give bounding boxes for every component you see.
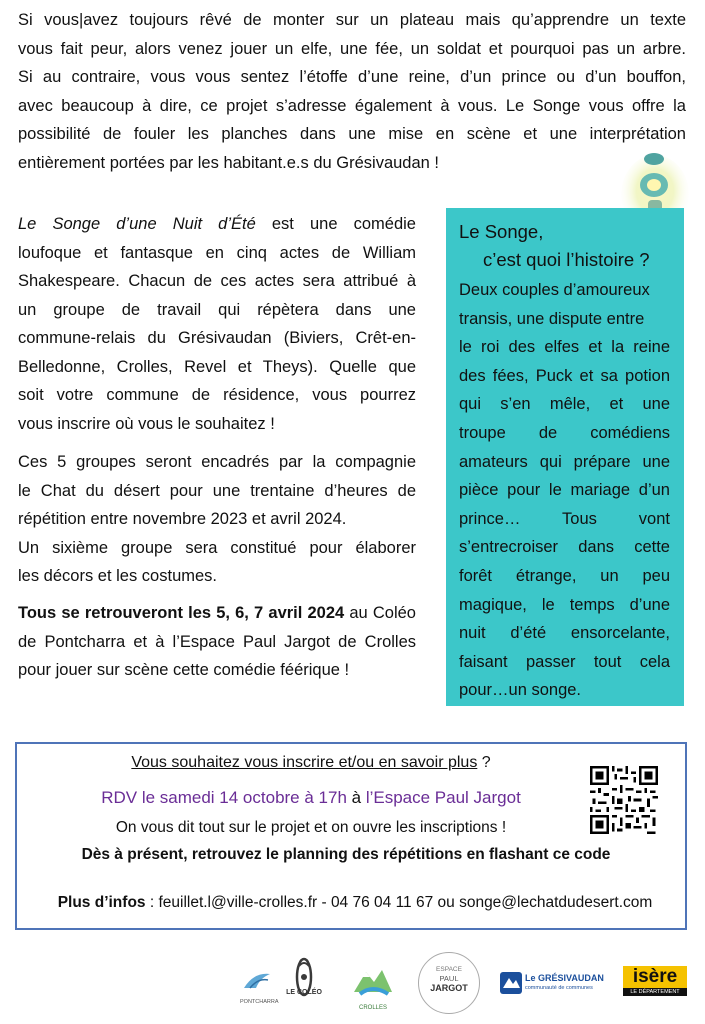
sidebar-line: qui s’en mêle, et une	[459, 395, 670, 414]
coleo-label: LE COLÉO	[286, 989, 322, 996]
dates-line-1	[18, 599, 416, 628]
description-paragraph	[18, 210, 416, 438]
performance-dates: Tous se retrouveront les 5, 6, 7 avril 2024	[18, 604, 345, 622]
sidebar-line: prince… Tous vont	[459, 509, 670, 528]
sidebar-line: amateurs qui prépare une	[459, 452, 670, 471]
play-title: Le Songe d’une Nuit d’Été	[18, 215, 256, 233]
description-line-1	[18, 210, 416, 239]
sidebar-line: s’entrecroiser dans cette	[459, 538, 670, 557]
intro-line: vous fait peur, alors venez jouer un elfe, une fée, un soldat et pourquoi pas un arbre.	[18, 39, 686, 58]
espace-label-1: ESPACE	[436, 966, 462, 973]
question-mark: ?	[477, 754, 491, 771]
pontcharra-icon	[240, 968, 276, 994]
crolles-label: CROLLES	[358, 1005, 387, 1011]
groups-paragraph	[18, 448, 416, 591]
intro-paragraph	[18, 6, 686, 177]
sidebar-line: forêt étrange, un peu	[459, 566, 670, 585]
sidebar-line: pièce pour le mariage d’un	[459, 481, 670, 500]
description-line: loufoque et fantasque en cinq actes de William	[18, 243, 416, 262]
groups-line: Ces 5 groupes seront encadrés par la compagnie	[18, 453, 416, 471]
meeting-place: l’Espace Paul Jargot	[365, 788, 521, 807]
contact-line	[21, 894, 689, 912]
isere-label: isère	[623, 966, 687, 988]
intro-line: possibilité de fouler les planches dans une mise en scène et une interprétation	[18, 125, 686, 143]
description-line: Belledonne, Crolles, Revel et Theys). Quelle que	[18, 357, 416, 376]
groups-line: les décors et les costumes.	[18, 567, 217, 585]
sidebar-line: troupe de comédiens	[459, 423, 670, 442]
sidebar-line: des fées, Puck et sa potion	[459, 366, 670, 385]
registration-question	[0, 754, 645, 772]
dates-line: pour jouer sur scène cette comédie féérique !	[18, 661, 350, 679]
sidebar-line: Deux couples d’amoureux	[459, 281, 650, 299]
isere-sub: LE DÉPARTEMENT	[623, 988, 687, 996]
qr-code[interactable]	[590, 766, 658, 834]
meeting-line	[0, 788, 645, 808]
sidebar-title	[459, 218, 670, 274]
dates-text: au Coléo	[344, 604, 416, 622]
description-text: est une comédie	[255, 215, 416, 233]
contact-details: : feuillet.l@ville-crolles.fr - 04 76 04 11 67 ou songe@lechatdudesert.com	[145, 894, 653, 911]
crolles-logo	[350, 964, 396, 1012]
sidebar-line: faisant passer tout cela	[459, 652, 670, 671]
description-line: Shakespeare. Chacun de ces actes sera attribué à	[18, 272, 416, 290]
intro-line: entièrement portées par les habitant.e.s du Grésivaudan !	[18, 153, 439, 172]
groups-line: le Chat du désert pour une trentaine d’heures de	[18, 481, 416, 500]
sidebar-title-line-1: Le Songe,	[459, 221, 544, 242]
gresivaudan-sub: communauté de communes	[525, 985, 593, 991]
espace-label-2: PAUL	[439, 974, 459, 983]
sidebar-body	[459, 276, 670, 705]
planning-info: Dès à présent, retrouvez le planning des répétitions en flashant ce code	[81, 846, 611, 863]
sidebar-line: nuit d’été ensorcelante,	[459, 624, 670, 643]
meeting-connector: à	[346, 788, 366, 807]
intro-line: avec beaucoup à dire, ce projet s’adresse également à vous. Le Songe vous offre la	[18, 96, 686, 115]
sidebar-line: le roi des elfes et la reine	[459, 338, 670, 357]
registration-info: On vous dit tout sur le projet et on ouvre les inscriptions !	[115, 819, 507, 836]
sidebar-title-line-2: c’est quoi l’histoire ?	[483, 249, 650, 270]
sidebar-line: pour…un songe.	[459, 681, 582, 700]
groups-line: Un sixième groupe sera constitué pour élaborer	[18, 538, 416, 557]
coleo-logo	[283, 956, 325, 1006]
dates-paragraph	[18, 599, 416, 685]
description-line: commune-relais du Grésivaudan (Biviers, Crêt-en-	[18, 329, 416, 347]
isere-logo	[623, 966, 687, 1000]
groups-line: répétition entre novembre 2023 et avril 2024.	[18, 510, 347, 528]
espace-label-3: JARGOT	[430, 983, 468, 993]
description-line: un groupe de travail qui répètera dans une	[18, 300, 416, 319]
description-line: soit votre commune de résidence, vous pourrez	[18, 386, 416, 404]
intro-line: Si vous|avez toujours rêvé de monter sur un plateau mais qu’apprendre un texte	[18, 11, 686, 29]
registration-box	[15, 742, 687, 930]
dates-line: de Pontcharra et à l’Espace Paul Jargot de Crolles	[18, 632, 416, 651]
sidebar-line: transis, une dispute entre	[459, 309, 645, 328]
gresivaudan-label: Le GRÉSIVAUDAN	[525, 973, 604, 983]
pontcharra-label: PONTCHARRA	[240, 999, 279, 1005]
description-line: vous inscrire où vous le souhaitez !	[18, 414, 275, 433]
intro-line: Si au contraire, vous vous sentez l’étoffe d’une reine, d’un prince ou d’un bouffon,	[18, 68, 686, 86]
registration-question-text: Vous souhaitez vous inscrire et/ou en savoir plus	[131, 754, 478, 771]
pontcharra-logo	[240, 968, 279, 1005]
partner-logos	[0, 950, 705, 1020]
gresivaudan-logo	[500, 970, 608, 1000]
crolles-icon	[350, 964, 396, 1000]
meeting-date: RDV le samedi 14 octobre à 17h	[101, 788, 347, 807]
espace-paul-jargot-logo	[418, 952, 480, 1014]
contact-label: Plus d’infos	[57, 894, 146, 911]
sidebar-line: magique, le temps d’une	[459, 595, 670, 614]
story-sidebar	[446, 208, 684, 706]
gresivaudan-icon	[500, 972, 522, 994]
